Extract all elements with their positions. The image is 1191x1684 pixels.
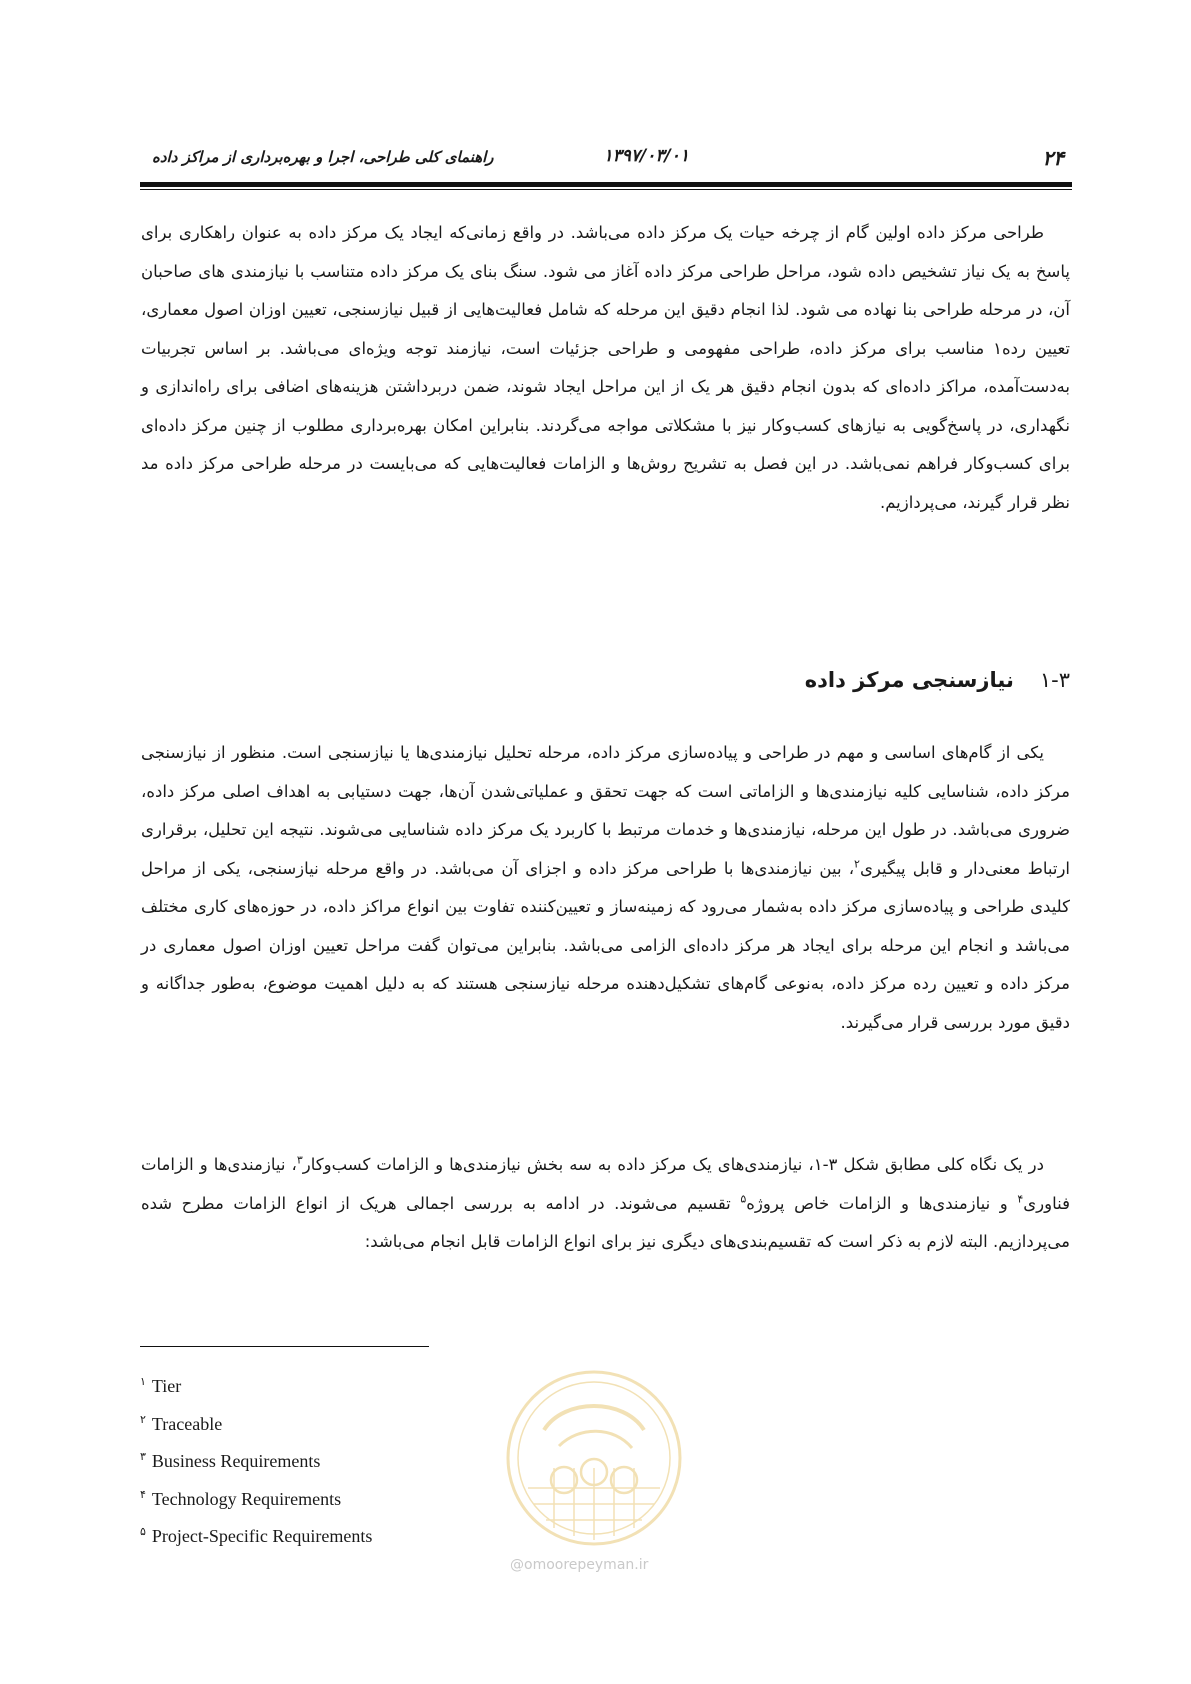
paragraph-text: در یک نگاه کلی مطابق شکل ۳-۱، نیازمندی‌های یک مرکز داده به سه بخش نیازمندی‌ها و الزامات کسب‌وکار (302, 1155, 1045, 1174)
footnote-text: Traceable (151, 1413, 223, 1434)
paragraph-text: و نیازمندی‌ها و الزامات خاص پروژه (746, 1193, 1018, 1213)
requirements-paragraph (141, 1146, 1070, 1262)
header-rule-thin (140, 189, 1072, 190)
footnote-item (140, 1402, 372, 1440)
paragraph-text: تقسیم می‌شوند. در ادامه به بررسی اجمالی هریک از انواع الزامات مطرح شده می‌پردازیم. البته لازم به ذکر است که تقسیم‌بندی‌های دیگری نیز برای انواع الزامات قابل انجام می‌باشد: (141, 1193, 1070, 1251)
section-number: ۱-۳ (1039, 668, 1070, 692)
paragraph-text: ، بین نیازمندی‌ها با طراحی مرکز داده و اجزای آن می‌باشد. در واقع مرحله نیازسنجی، یکی از مراحل کلیدی طراحی و پیاده‌سازی مرکز داده به‌شمار می‌رود که زمینه‌ساز و تعیین‌کننده تفاوت بین انواع مراکز داده، در حوزه‌های کاری مختلف می‌باشد و انجام این مرحله برای ایجاد هر مرکز داده‌ای الزامی می‌باشد. بنابراین می‌توان گفت مراحل تعیین اوزان اصول معماری در مرکز داده و تعیین رده مرکز داده، به‌نوعی گام‌های تشکیل‌دهنده مرحله نیازسنجی هستند که به دلیل اهمیت موضوع، به‌طور جداگانه و دقیق مورد بررسی قرار می‌گیرند. (141, 858, 1070, 1032)
footnote-mark: ۵ (140, 1526, 146, 1538)
footnote-item (140, 1477, 372, 1515)
intro-paragraph: طراحی مرکز داده اولین گام از چرخه حیات یک مرکز داده می‌باشد. در واقع زمانی‌که ایجاد یک مرکز داده به عنوان راهکاری برای پاسخ به یک نیاز تشخیص داده شود، مراحل طراحی مرکز داده آغاز می شود. سنگ بنای یک مرکز داده متناسب با نیازمندی های صاحبان آن، در مرحله طراحی بنا نهاده می شود. لذا انجام دقیق این مرحله که شامل فعالیت‌هایی از قبیل نیازسنجی، تعیین اوزان اصول معماری، تعیین رده۱ مناسب برای مرکز داده، طراحی مفهومی و طراحی جزئیات است، نیازمند توجه ویژه‌ای می‌باشد. بر اساس تجربیات به‌دست‌آمده، مراکز داده‌ای که بدون انجام دقیق هر یک از این مراحل ایجاد شوند، ضمن دربرداشتن هزینه‌های اضافی برای راه‌اندازی و نگهداری، در پاسخ‌گویی به نیازهای کسب‌وکار نیز با مشکلاتی مواجه می‌گردند. بنابراین امکان بهره‌برداری مطلوب از چنین مرکز داده‌ای برای کسب‌وکار فراهم نمی‌باشد. در این فصل به تشریح روش‌ها و الزامات فعالیت‌هایی که می‌بایست در مرحله طراحی مرکز داده مد نظر قرار گیرند، می‌پردازیم. (141, 223, 1070, 512)
header-date: ۱۳۹۷/۰۳/۰۱ (603, 146, 689, 166)
paragraph-text: ، نیازمندی‌ها و الزامات فناوری (141, 1155, 1070, 1213)
footnote-mark: ۱ (140, 1376, 146, 1388)
page-header (140, 146, 1072, 176)
footnote-marker: ۲ (854, 857, 860, 870)
footnote-item (140, 1364, 372, 1402)
footnote-mark: ۳ (140, 1451, 146, 1463)
page-number: ۲۴ (1042, 146, 1064, 170)
needs-assessment-paragraph (141, 734, 1070, 1042)
footnotes (140, 1364, 372, 1552)
footnote-mark: ۲ (140, 1413, 146, 1426)
section-heading (805, 668, 1070, 692)
footnote-marker: ۳ (296, 1153, 303, 1167)
footnote-text: Project-Specific Requirements (151, 1526, 373, 1546)
section-title: نیازسنجی مرکز داده (804, 668, 1014, 692)
paragraph-text: یکی از گام‌های اساسی و مهم در طراحی و پیاده‌سازی مرکز داده، مرحله تحلیل نیازمندی‌ها یا نیازسنجی است. منظور از نیازسنجی مرکز داده، شناسایی کلیه نیازمندی‌ها و الزاماتی است که جهت تحقق و عملیاتی‌شدن آن‌ها، جهت دستیابی به اهداف اصلی مرکز داده، ضروری می‌باشد. در طول این مرحله، نیازمندی‌ها و خدمات مرتبط با کاربرد یک مرکز داده شناسایی می‌شوند. نتیجه این تحلیل، برقراری ارتباط معنی‌دار و قابل پیگیری (141, 743, 1070, 878)
footnote-text: Technology Requirements (151, 1488, 342, 1509)
footnote-text: Tier (151, 1376, 182, 1396)
footnote-text: Business Requirements (151, 1451, 321, 1471)
header-document-title: راهنمای کلی طراحی، اجرا و بهره‌برداری از مراکز داده (152, 148, 494, 166)
footnote-item (140, 1439, 372, 1477)
header-rule-thick (140, 182, 1072, 187)
watermark-seal-icon (504, 1368, 684, 1548)
footnote-item (140, 1514, 372, 1552)
footnote-separator (140, 1346, 429, 1347)
watermark-caption: @omoorepeyman.ir (510, 1557, 649, 1573)
footnote-marker: ۴ (1017, 1192, 1024, 1205)
footnote-marker: ۵ (740, 1192, 747, 1205)
footnote-mark: ۴ (140, 1488, 146, 1501)
